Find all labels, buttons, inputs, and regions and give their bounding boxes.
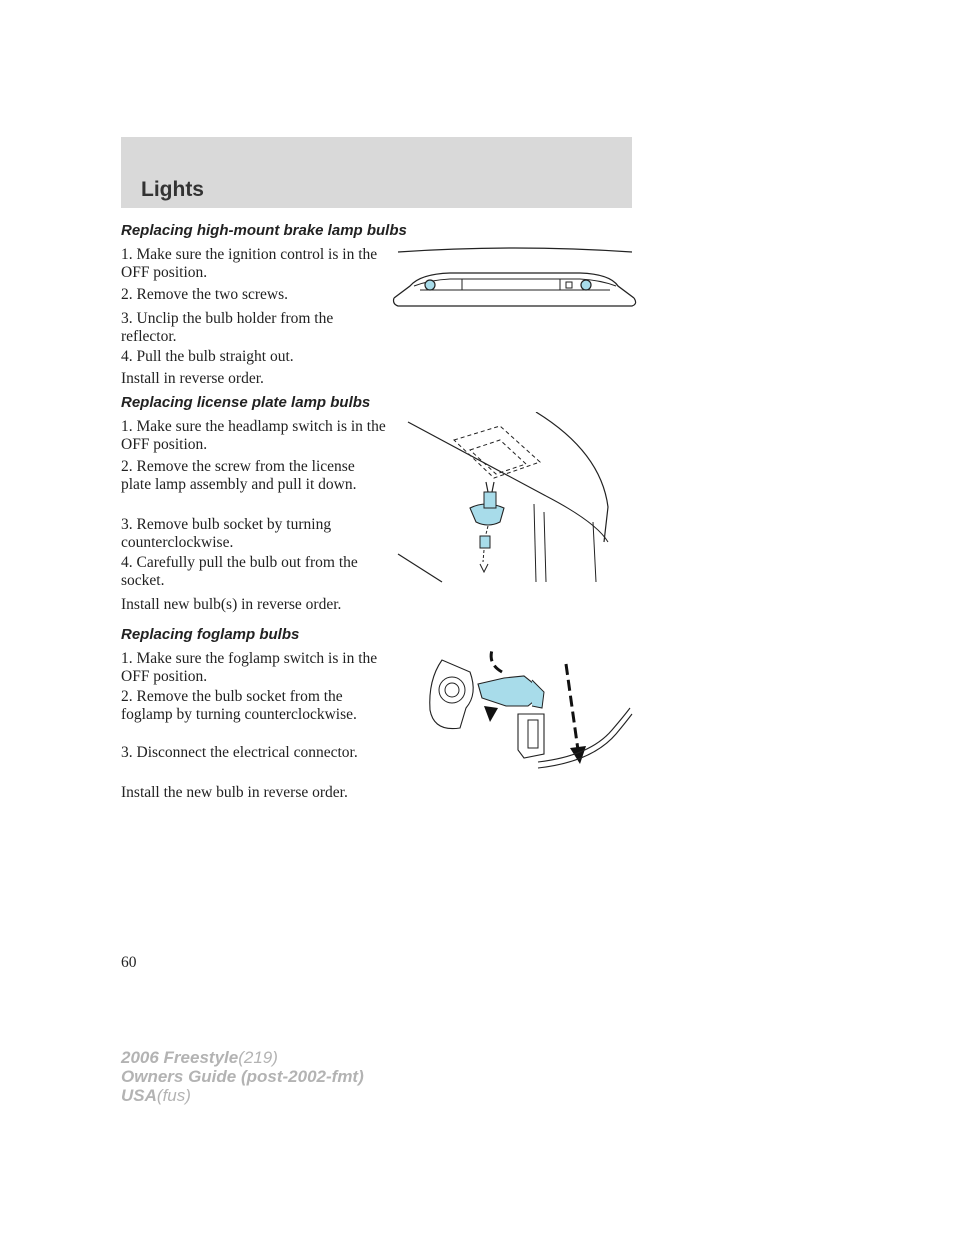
brake-step-1: 1. Make sure the ignition control is in the OFF position.: [121, 246, 378, 281]
section-heading-brake-lamp: Replacing high-mount brake lamp bulbs: [121, 222, 407, 239]
brake-step-2: 2. Remove the two screws.: [121, 286, 289, 303]
foglamp-install-note: Install the new bulb in reverse order.: [121, 784, 348, 801]
license-step-2: 2. Remove the screw from the license plate lamp assembly and pull it down.: [121, 458, 357, 493]
footer-guide: Owners Guide (post-2002-fmt): [121, 1067, 364, 1086]
section-heading-foglamp: Replacing foglamp bulbs: [121, 626, 300, 643]
license-step-3: 3. Remove bulb socket by turning counterclockwise.: [121, 516, 332, 551]
section-header-band: [121, 137, 632, 208]
license-step-4: 4. Carefully pull the bulb out from the socket.: [121, 554, 358, 589]
footer-vehicle: [121, 1048, 278, 1068]
footer-vehicle-code: (219): [238, 1048, 278, 1067]
license-step-1: 1. Make sure the headlamp switch is in the OFF position.: [121, 418, 386, 453]
brake-lamp-illustration: [390, 246, 640, 316]
section-title: Lights: [141, 178, 204, 201]
footer-market-name: USA: [121, 1086, 157, 1105]
foglamp-step-2: 2. Remove the bulb socket from the foglamp by turning counterclockwise.: [121, 688, 357, 723]
foglamp-step-1: 1. Make sure the foglamp switch is in the OFF position.: [121, 650, 378, 685]
brake-step-4: 4. Pull the bulb straight out.: [121, 348, 294, 365]
section-heading-license-plate-lamp: Replacing license plate lamp bulbs: [121, 394, 371, 411]
license-install-note: Install new bulb(s) in reverse order.: [121, 596, 342, 613]
foglamp-step-3: 3. Disconnect the electrical connector.: [121, 744, 358, 761]
footer-vehicle-name: 2006 Freestyle: [121, 1048, 239, 1067]
foglamp-illustration: [420, 650, 635, 772]
page-number: 60: [121, 954, 137, 971]
footer-market-code: (fus): [156, 1086, 191, 1105]
brake-install-note: Install in reverse order.: [121, 370, 264, 387]
brake-step-3: 3. Unclip the bulb holder from the reflector.: [121, 310, 334, 345]
footer-market: [121, 1086, 191, 1106]
license-plate-lamp-illustration: [396, 412, 616, 584]
